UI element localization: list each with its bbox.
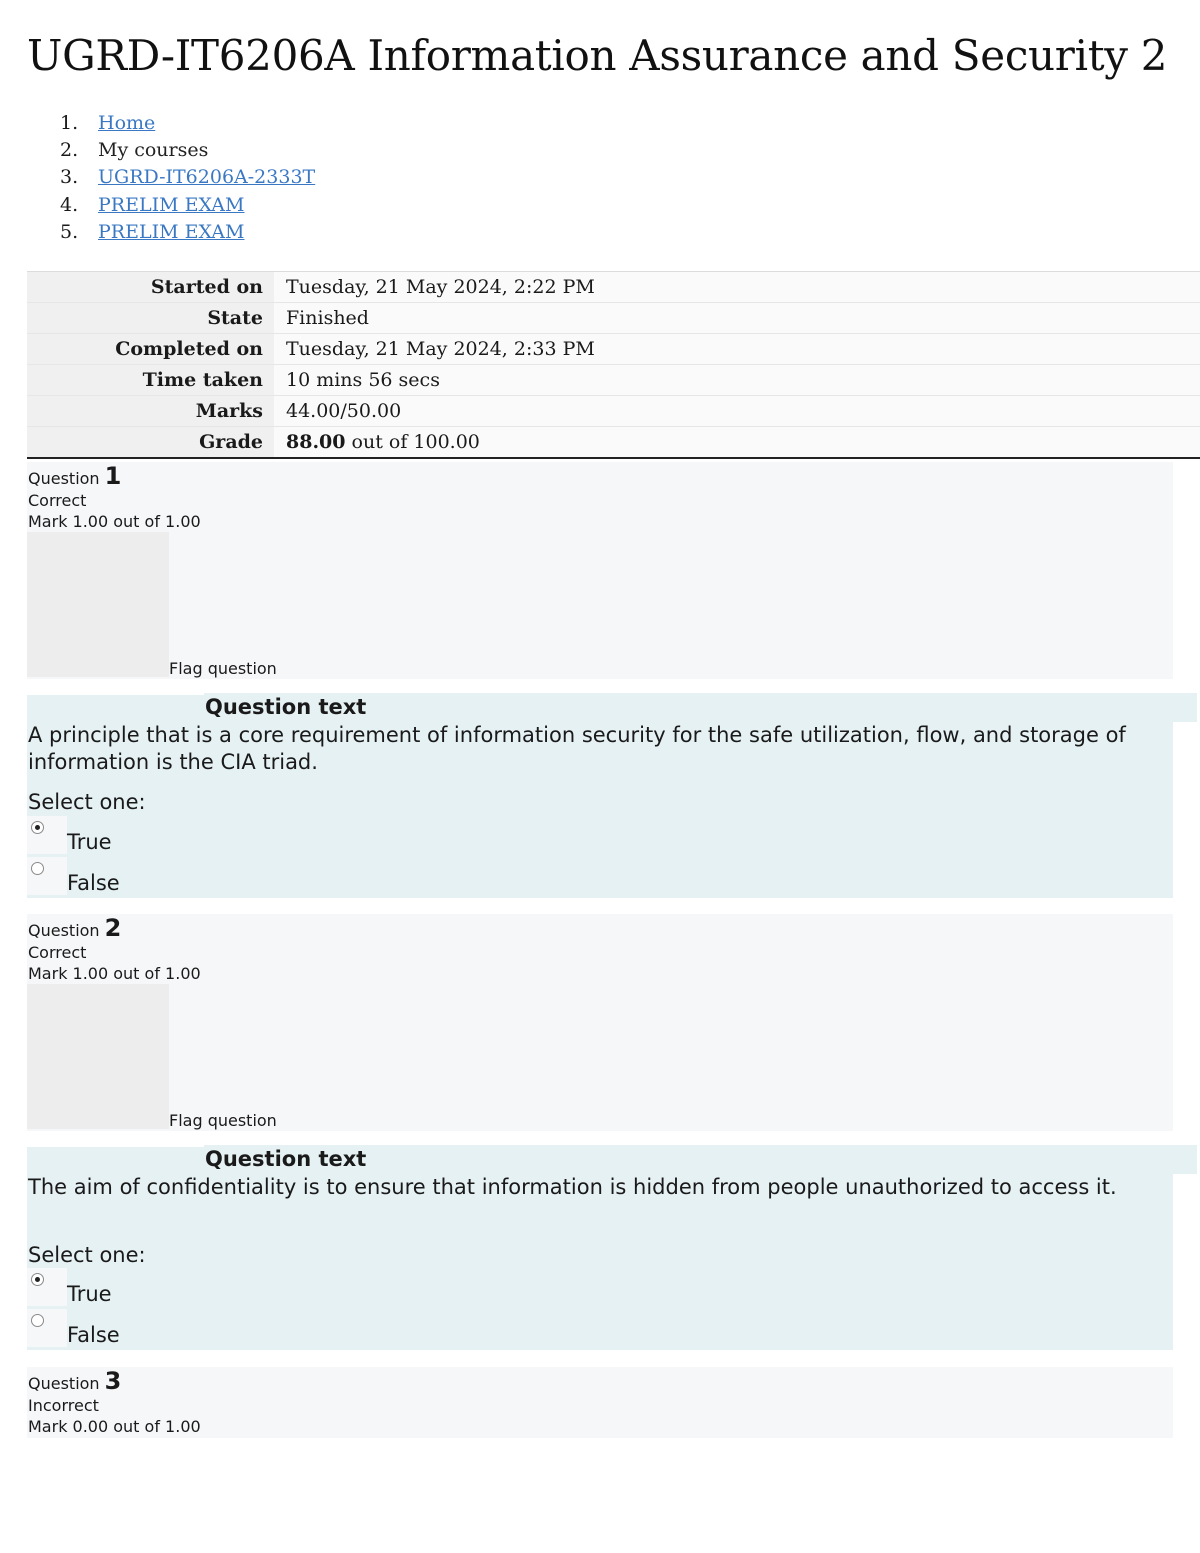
- radio-unselected-icon[interactable]: [31, 862, 44, 875]
- question-text: A principle that is a core requirement of information security for the safe utilization, flow, and storage of information is the CIA triad.: [28, 723, 1126, 774]
- summary-value: [274, 427, 1200, 459]
- grade-score: 88.00: [286, 431, 346, 453]
- summary-row-grade: [27, 427, 1200, 459]
- flag-question-button[interactable]: Flag question: [169, 659, 277, 678]
- question-mark: Mark 1.00 out of 1.00: [28, 964, 201, 983]
- summary-value: Tuesday, 21 May 2024, 2:22 PM: [274, 272, 1200, 303]
- breadcrumb-item: 4. PRELIM EXAM: [60, 192, 315, 219]
- answer-label: False: [67, 1323, 120, 1347]
- question-info: [27, 1367, 1173, 1438]
- radio-cell: [27, 857, 67, 895]
- summary-value: 44.00/50.00: [274, 396, 1200, 427]
- question-text-heading: Question text: [204, 693, 1197, 722]
- radio-selected-icon[interactable]: [31, 1273, 44, 1286]
- page-title: UGRD-IT6206A Information Assurance and Security 2: [27, 31, 1168, 80]
- radio-cell: [27, 1309, 67, 1347]
- radio-cell: [27, 1268, 67, 1306]
- breadcrumb: [60, 110, 315, 246]
- breadcrumb-link-course[interactable]: UGRD-IT6206A-2333T: [98, 166, 316, 189]
- summary-label: Started on: [27, 272, 274, 303]
- breadcrumb-link-prelim-section[interactable]: PRELIM EXAM: [98, 193, 245, 216]
- breadcrumb-link-home[interactable]: Home: [98, 112, 156, 134]
- summary-label: State: [27, 303, 274, 334]
- question-number: Question 1: [28, 462, 122, 490]
- flag-question-button[interactable]: Flag question: [169, 1111, 277, 1130]
- summary-row-state: [27, 303, 1200, 334]
- answer-label: True: [67, 1282, 112, 1306]
- summary-row-completed: [27, 334, 1200, 365]
- question-state: Correct: [28, 491, 87, 510]
- attempt-summary-table: [27, 271, 1200, 459]
- summary-row-marks: [27, 396, 1200, 427]
- summary-value: Finished: [274, 303, 1200, 334]
- breadcrumb-link-prelim-quiz[interactable]: PRELIM EXAM: [98, 220, 245, 243]
- question-info: [27, 914, 1173, 1131]
- summary-label: Time taken: [27, 365, 274, 396]
- radio-cell: [27, 816, 67, 854]
- question-state: Incorrect: [28, 1396, 99, 1415]
- question-text-heading: Question text: [204, 1145, 1197, 1174]
- answer-option-true[interactable]: [27, 816, 427, 857]
- flag-icon[interactable]: [27, 532, 169, 677]
- summary-value: 10 mins 56 secs: [274, 365, 1200, 396]
- grade-out-of: out of 100.00: [345, 431, 480, 453]
- select-one-prompt: Select one:: [28, 1243, 146, 1267]
- breadcrumb-item: 3. UGRD-IT6206A-2333T: [60, 164, 315, 191]
- answer-option-true[interactable]: [27, 1268, 427, 1309]
- question-number: Question 3: [28, 1367, 122, 1395]
- summary-value: Tuesday, 21 May 2024, 2:33 PM: [274, 334, 1200, 365]
- breadcrumb-item: 1. Home: [60, 110, 315, 137]
- question-content: [27, 1147, 1173, 1350]
- summary-label: Completed on: [27, 334, 274, 365]
- flag-icon[interactable]: [27, 984, 169, 1129]
- breadcrumb-item: 2. My courses: [60, 137, 315, 164]
- summary-row-time-taken: [27, 365, 1200, 396]
- answer-label: False: [67, 871, 120, 895]
- answer-option-false[interactable]: [27, 857, 427, 898]
- select-one-prompt: Select one:: [28, 790, 146, 814]
- question-mark: Mark 1.00 out of 1.00: [28, 512, 201, 531]
- breadcrumb-item: 5. PRELIM EXAM: [60, 219, 315, 246]
- answer-option-false[interactable]: [27, 1309, 427, 1350]
- summary-label: Marks: [27, 396, 274, 427]
- breadcrumb-my-courses: My courses: [98, 139, 209, 162]
- question-state: Correct: [28, 943, 87, 962]
- question-mark: Mark 0.00 out of 1.00: [28, 1417, 201, 1436]
- question-text: The aim of confidentiality is to ensure that information is hidden from people unauthorized to access it.: [28, 1175, 1117, 1199]
- summary-row-started: [27, 272, 1200, 303]
- question-info: [27, 462, 1173, 679]
- summary-label: Grade: [27, 427, 274, 459]
- question-content: [27, 695, 1173, 898]
- radio-unselected-icon[interactable]: [31, 1314, 44, 1327]
- radio-selected-icon[interactable]: [31, 821, 44, 834]
- question-number: Question 2: [28, 914, 122, 942]
- answer-label: True: [67, 830, 112, 854]
